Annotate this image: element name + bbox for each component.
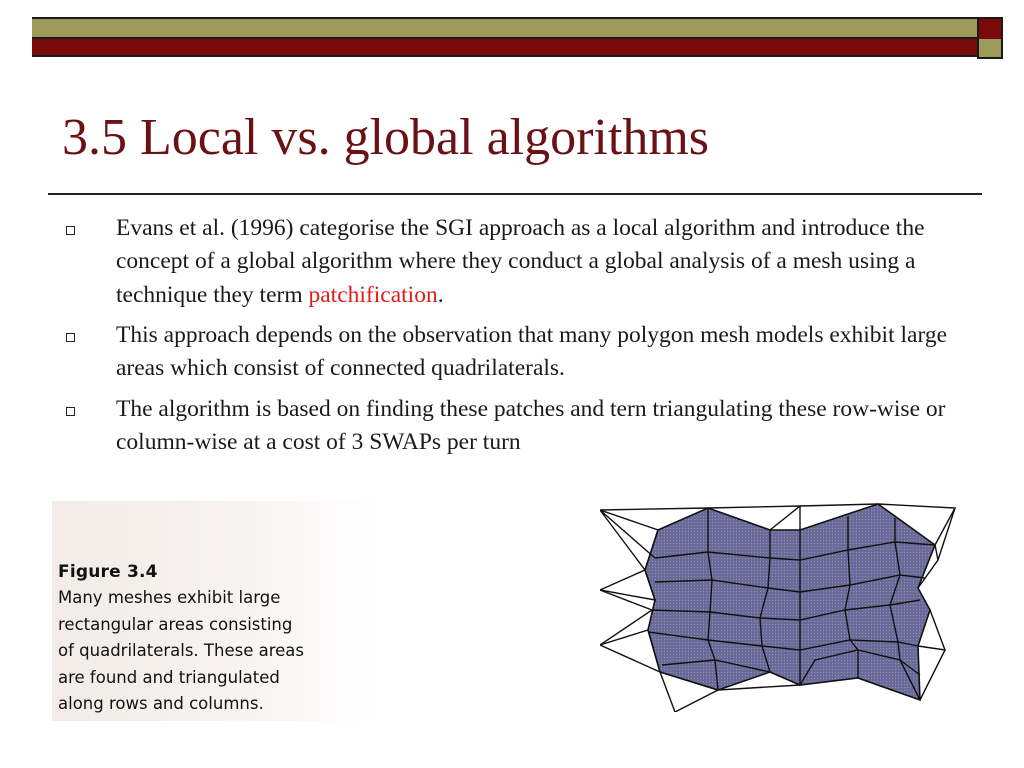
square-bullet-icon bbox=[66, 226, 75, 235]
square-bullet-icon bbox=[66, 333, 75, 342]
figure-caption-line: along rows and columns. bbox=[58, 694, 264, 714]
figure-caption-line: of quadrilaterals. These areas bbox=[58, 641, 304, 661]
highlight-term: patchification bbox=[308, 281, 438, 308]
bullet-item bbox=[62, 212, 982, 312]
bullet-text-end: . bbox=[437, 281, 444, 308]
square-bullet-icon bbox=[66, 407, 75, 416]
header-bar-maroon bbox=[32, 39, 977, 57]
bullet-text: The algorithm is based on finding these patches and tern triangulating these row-wise or column-wise at a cost of 3 SWAPs per turn bbox=[116, 395, 946, 456]
quad-mesh-figure bbox=[600, 500, 960, 712]
figure-caption-line: rectangular areas consisting bbox=[58, 614, 293, 634]
figure-caption bbox=[58, 559, 304, 718]
bullet-text: This approach depends on the observation that many polygon mesh models exhibit large areas which consist of connected quadrilaterals. bbox=[116, 322, 948, 382]
slide-title: 3.5 Local vs. global algorithms bbox=[62, 109, 710, 166]
bullet-item bbox=[62, 393, 982, 460]
figure-caption-line: Many meshes exhibit large bbox=[58, 588, 281, 607]
bullet-item bbox=[62, 319, 982, 386]
header-bar-olive bbox=[32, 17, 977, 39]
figure-caption-heading: Figure 3.4 bbox=[58, 562, 158, 582]
bullet-list bbox=[62, 212, 982, 467]
bullet-text: Evans et al. (1996) categorise the SGI approach as a local algorithm and introduce the concept of a global algorithm where they conduct a global analysis of a mesh using a technique they term bbox=[116, 215, 925, 308]
header-corner-olive bbox=[977, 39, 1003, 59]
header-corner-maroon bbox=[977, 17, 1003, 41]
title-divider bbox=[48, 193, 982, 195]
figure-caption-line: are found and triangulated bbox=[58, 667, 280, 687]
figure-caption-image bbox=[52, 501, 380, 721]
